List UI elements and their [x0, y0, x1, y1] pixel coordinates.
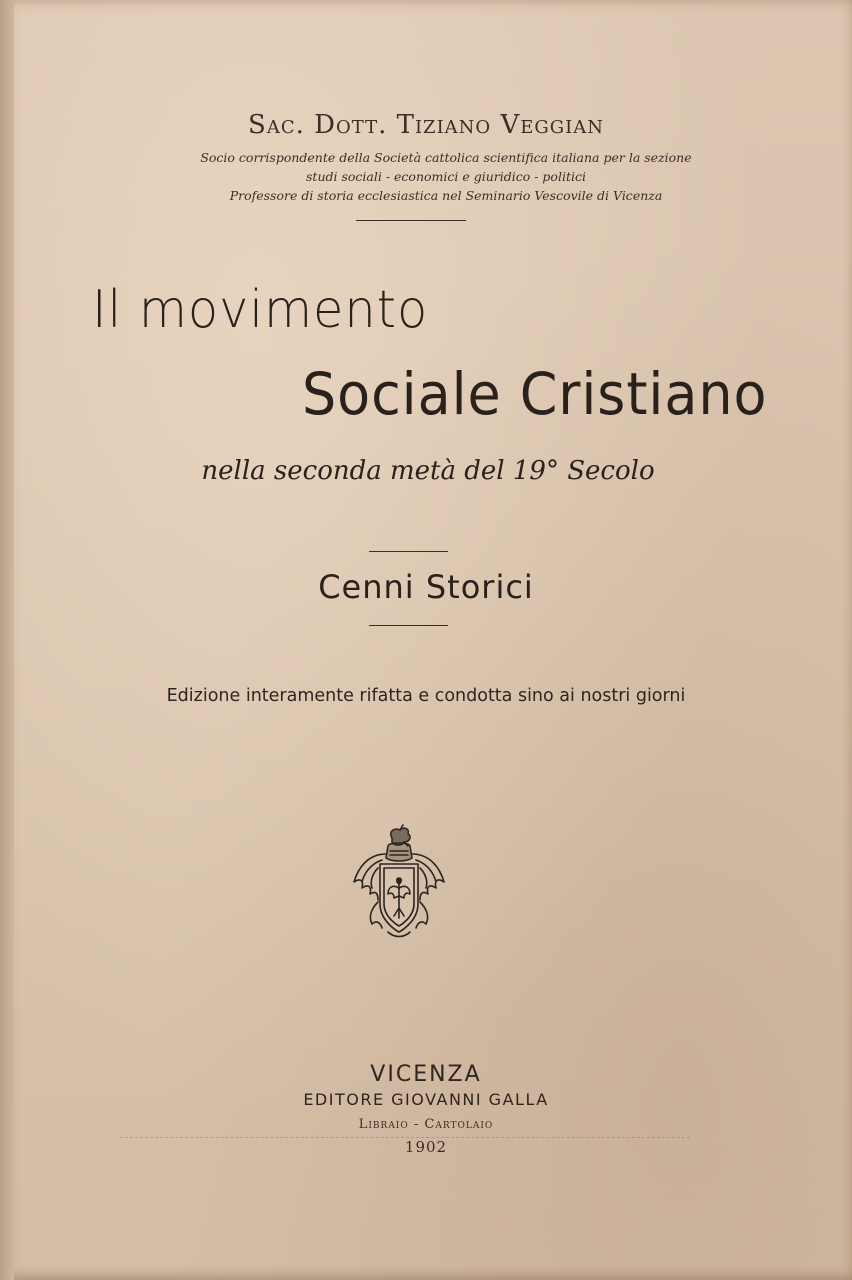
imprint-year: 1902: [404, 1138, 448, 1156]
subtitle: nella seconda metà del 19° Secolo: [201, 456, 655, 486]
imprint-publisher: EDITORE GIOVANNI GALLA: [303, 1090, 549, 1109]
author-name: Sac. Dott. Tiziano Veggian: [248, 110, 604, 140]
divider-rule: [356, 220, 466, 221]
page-edge: [0, 0, 14, 1280]
author-affiliation-line-2: studi sociali - economici e giuridico - politici: [306, 169, 586, 184]
imprint-city: VICENZA: [370, 1062, 482, 1087]
title-line-2: Sociale Cristiano: [302, 360, 768, 428]
edition-note: Edizione interamente rifatta e condotta sino ai nostri giorni: [166, 686, 686, 706]
section-heading: Cenni Storici: [318, 568, 534, 606]
imprint-trade: Libraio - Cartolaio: [358, 1117, 494, 1132]
divider-rule: [369, 551, 448, 552]
coat-of-arms-icon: [348, 824, 450, 940]
divider-rule: [369, 625, 448, 626]
title-line-1: Il movimento: [92, 280, 429, 340]
author-affiliation-line-1: Socio corrispondente della Società cattolica scientifica italiana per la sezione: [200, 150, 692, 165]
author-affiliation-line-3: Professore di storia ecclesiastica nel Seminario Vescovile di Vicenza: [229, 188, 663, 203]
